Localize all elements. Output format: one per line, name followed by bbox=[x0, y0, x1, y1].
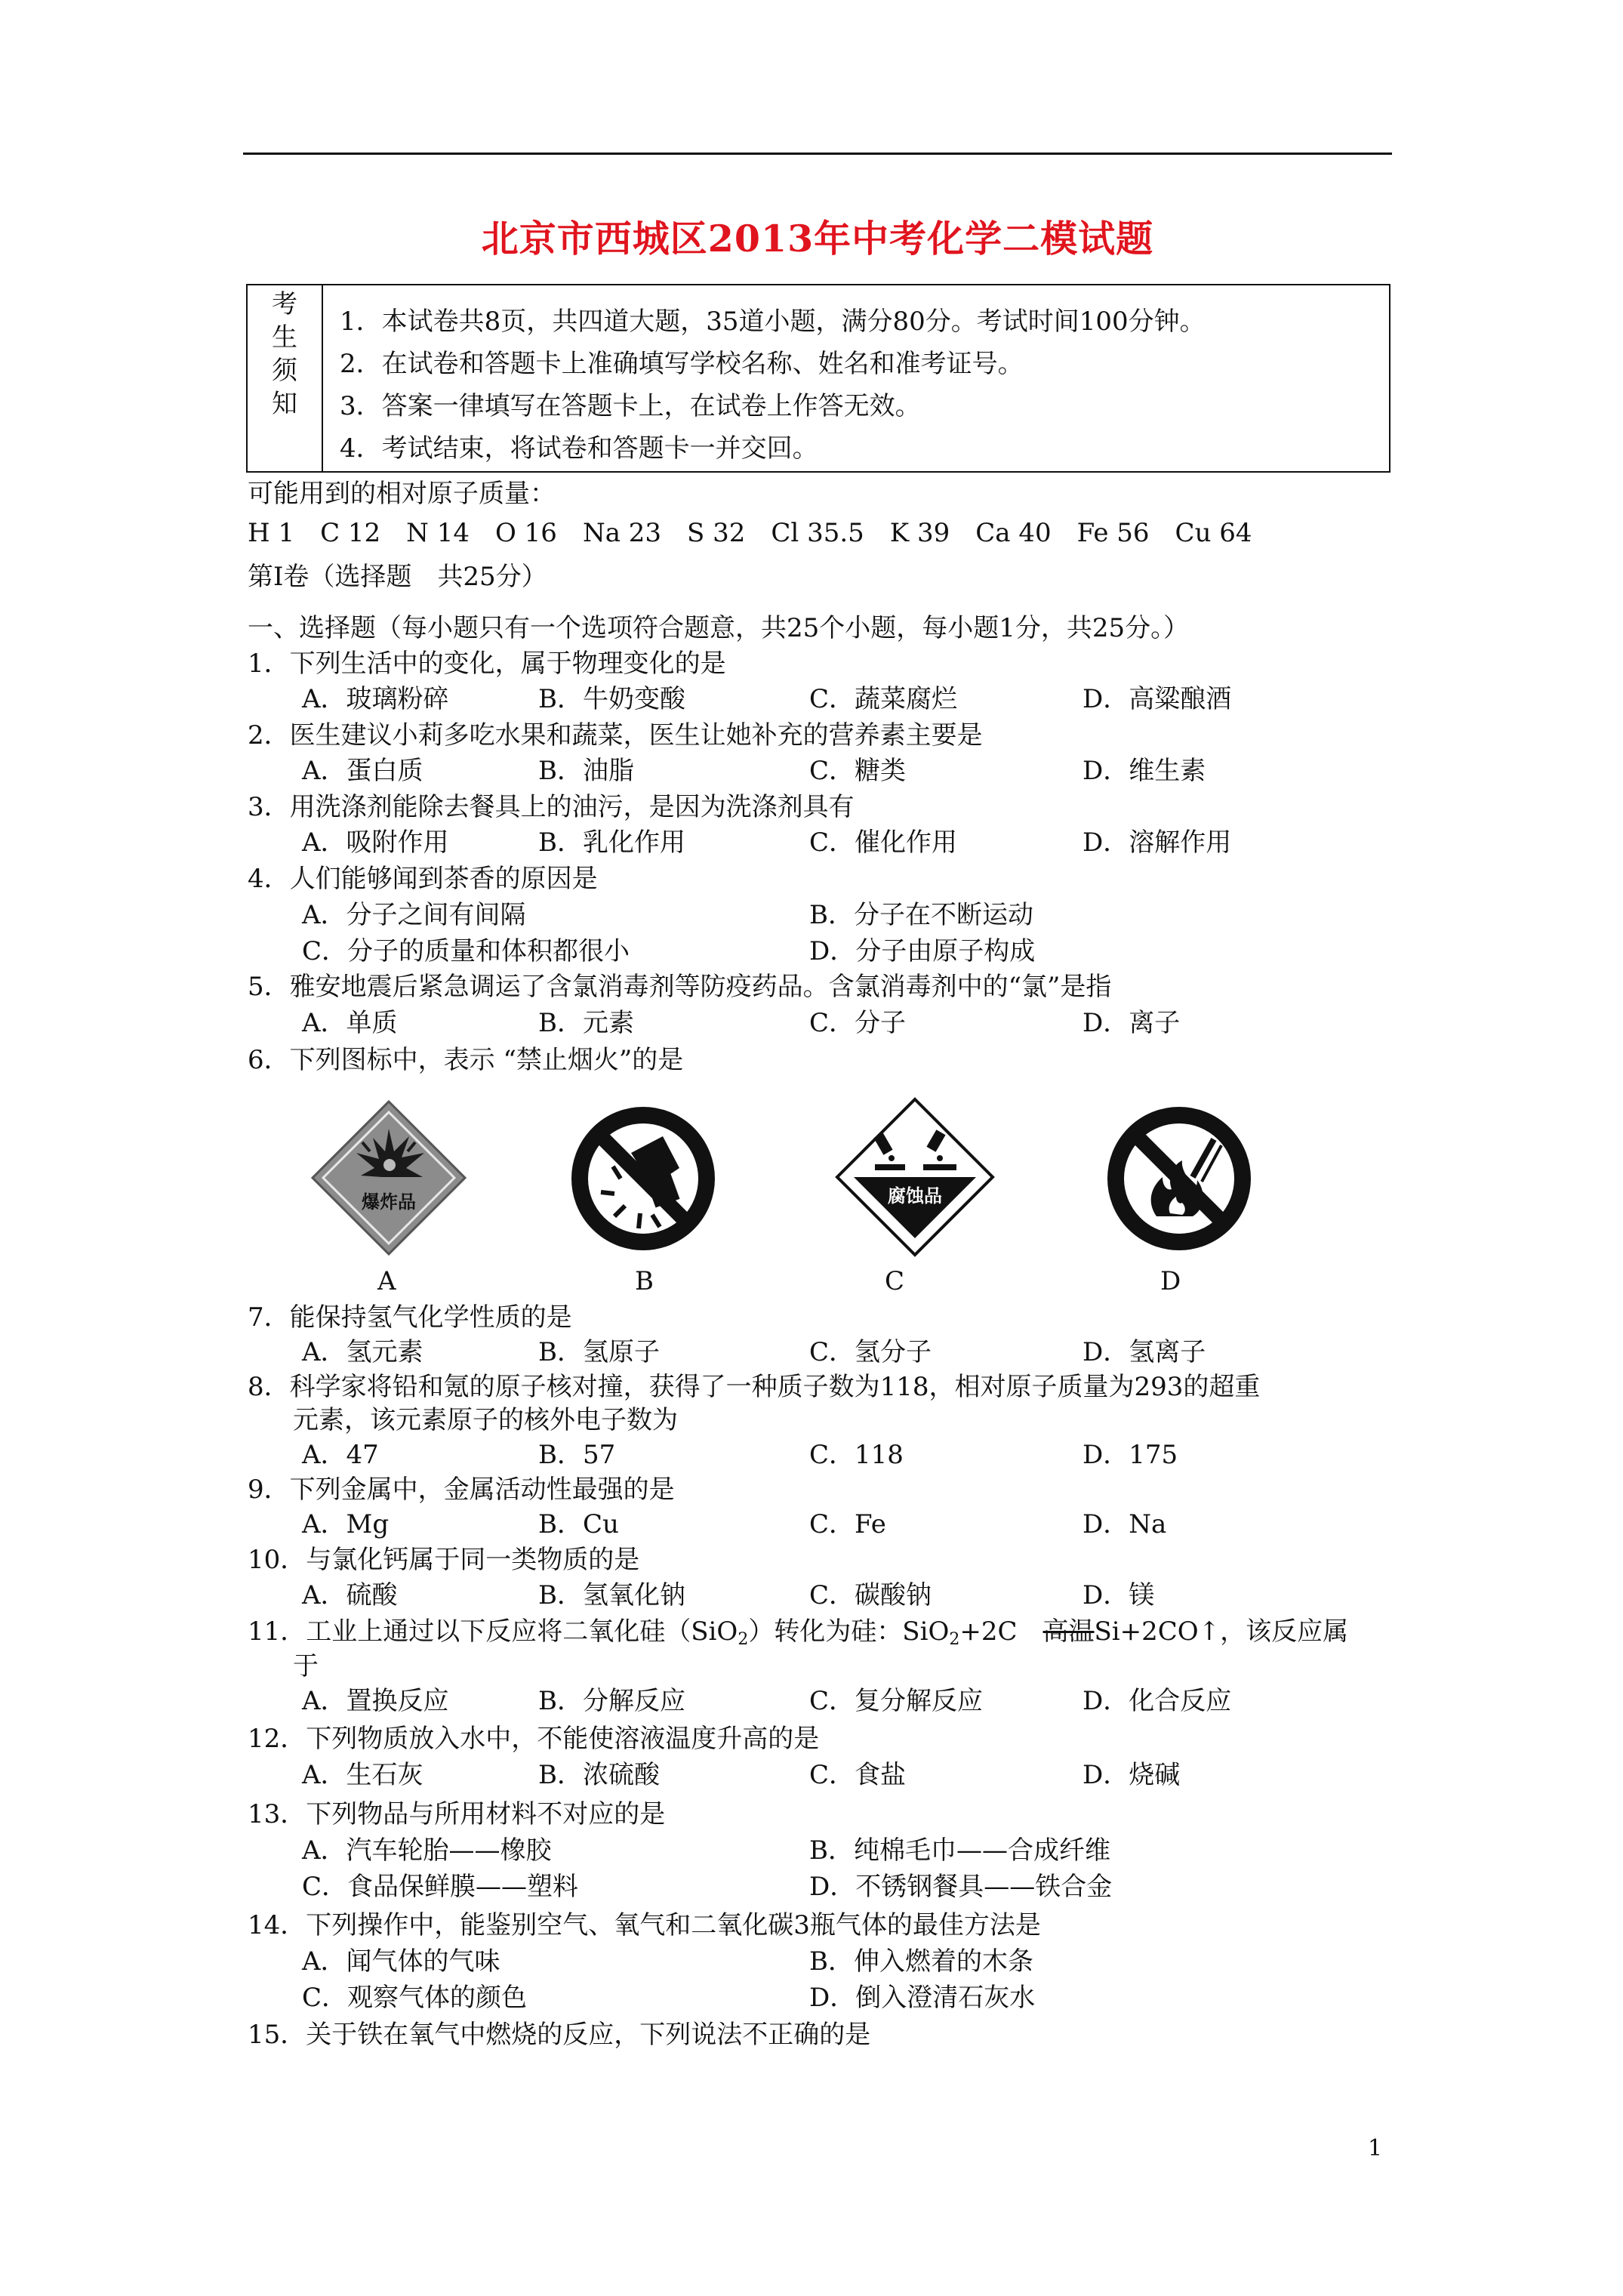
subscript-2: 2 bbox=[949, 1630, 960, 1649]
option-b: B．油脂 bbox=[538, 756, 634, 786]
option-b: B．纯棉毛巾——合成纤维 bbox=[809, 1835, 1110, 1866]
sign-label-a: A bbox=[377, 1266, 396, 1296]
option-d: D．烧碱 bbox=[1083, 1760, 1181, 1790]
option-b: B．分解反应 bbox=[538, 1686, 685, 1716]
option-b: B．Cu bbox=[538, 1509, 619, 1539]
part-title: 一、选择题（每小题只有一个选项符合题意，共25个小题，每小题1分，共25分。） bbox=[248, 613, 1190, 643]
option-d: D．175 bbox=[1083, 1440, 1178, 1470]
option-c: C．糖类 bbox=[809, 756, 907, 786]
explosive-sign-icon bbox=[310, 1099, 468, 1257]
notice-item: 2．在试卷和答题卡上准确填写学校名称、姓名和准考证号。 bbox=[340, 349, 1024, 379]
option-b: B．牛奶变酸 bbox=[538, 684, 685, 714]
option-c: C．分子的质量和体积都很小 bbox=[302, 936, 630, 966]
option-c: C．碳酸钠 bbox=[809, 1580, 932, 1610]
option-d: D．镁 bbox=[1083, 1580, 1155, 1610]
option-a: A．蛋白质 bbox=[302, 756, 423, 786]
option-d: D．溶解作用 bbox=[1083, 827, 1232, 858]
notice-item: 3．答案一律填写在答题卡上，在试卷上作答无效。 bbox=[340, 391, 921, 421]
sign-label-d: D bbox=[1160, 1266, 1181, 1296]
question-stem-cont: 于 bbox=[293, 1651, 319, 1681]
option-b: B．元素 bbox=[538, 1008, 634, 1038]
q11-stem-part: ）转化为硅：SiO bbox=[748, 1616, 950, 1647]
option-a: A．硫酸 bbox=[302, 1580, 398, 1610]
option-a: A．Mg bbox=[302, 1509, 390, 1539]
option-a: A．氢元素 bbox=[302, 1337, 423, 1367]
notice-label-char: 考 bbox=[272, 289, 297, 319]
option-b: B．分子在不断运动 bbox=[809, 900, 1033, 930]
notice-items bbox=[323, 285, 1389, 471]
sign-label-c: C bbox=[885, 1266, 905, 1296]
option-d: D．氢离子 bbox=[1083, 1337, 1206, 1367]
option-d: D．高粱酿酒 bbox=[1083, 684, 1232, 714]
option-a: A．闻气体的气味 bbox=[302, 1946, 500, 1977]
option-c: C．Fe bbox=[809, 1509, 886, 1539]
question-stem: 3．用洗涤剂能除去餐具上的油污，是因为洗涤剂具有 bbox=[248, 792, 855, 822]
option-c: C．分子 bbox=[809, 1008, 907, 1038]
option-a: A．47 bbox=[302, 1440, 379, 1470]
sign-c-label: 腐蚀品 bbox=[888, 1185, 942, 1207]
sign-a-label: 爆炸品 bbox=[362, 1191, 416, 1213]
question-stem: 15．关于铁在氧气中燃烧的反应，下列说法不正确的是 bbox=[248, 2020, 871, 2050]
option-c: C．蔬菜腐烂 bbox=[809, 684, 958, 714]
option-c: C．催化作用 bbox=[809, 827, 958, 858]
question-stem: 1．下列生活中的变化，属于物理变化的是 bbox=[248, 649, 726, 679]
notice-box bbox=[246, 284, 1390, 473]
option-b: B．氢氧化钠 bbox=[538, 1580, 685, 1610]
notice-label-char: 知 bbox=[272, 389, 297, 419]
option-b: B．浓硫酸 bbox=[538, 1760, 660, 1790]
option-c: C．118 bbox=[809, 1440, 904, 1470]
corrosive-sign-icon bbox=[834, 1096, 996, 1258]
option-d: D．分子由原子构成 bbox=[809, 936, 1036, 966]
question-stem: 5．雅安地震后紧急调运了含氯消毒剂等防疫药品。含氯消毒剂中的“氯”是指 bbox=[248, 972, 1112, 1002]
option-d: D．Na bbox=[1083, 1509, 1167, 1539]
option-d: D．离子 bbox=[1083, 1008, 1181, 1038]
option-a: A．吸附作用 bbox=[302, 827, 449, 858]
sign-label-b: B bbox=[635, 1266, 654, 1296]
question-stem bbox=[248, 1614, 1348, 1657]
option-a: A．玻璃粉碎 bbox=[302, 684, 449, 714]
question-stem: 7．能保持氢气化学性质的是 bbox=[248, 1302, 572, 1333]
question-stem: 4．人们能够闻到茶香的原因是 bbox=[248, 864, 598, 894]
option-a: A．生石灰 bbox=[302, 1760, 423, 1790]
option-d: D．不锈钢餐具——铁合金 bbox=[809, 1872, 1113, 1902]
option-a: A．单质 bbox=[302, 1008, 398, 1038]
exam-title: 北京市西城区2013年中考化学二模试题 bbox=[481, 217, 1154, 260]
question-stem: 8．科学家将铅和氪的原子核对撞，获得了一种质子数为118，相对原子质量为293的超重 bbox=[248, 1372, 1261, 1402]
question-stem: 13．下列物品与所用材料不对应的是 bbox=[248, 1799, 666, 1829]
question-stem: 9．下列金属中，金属活动性最强的是 bbox=[248, 1475, 675, 1505]
notice-label bbox=[248, 285, 323, 471]
page-number: 1 bbox=[1368, 2135, 1383, 2162]
option-c: C．食品保鲜膜——塑料 bbox=[302, 1872, 579, 1902]
option-c: C．复分解反应 bbox=[809, 1686, 984, 1716]
option-a: A．汽车轮胎——橡胶 bbox=[302, 1835, 552, 1866]
question-stem-cont: 元素，该元素原子的核外电子数为 bbox=[293, 1405, 678, 1435]
subscript-2: 2 bbox=[738, 1630, 749, 1649]
option-b: B．乳化作用 bbox=[538, 827, 685, 858]
q11-stem-part: +2C bbox=[959, 1616, 1043, 1647]
question-stem: 14．下列操作中，能鉴别空气、氧气和二氧化碳3瓶气体的最佳方法是 bbox=[248, 1910, 1041, 1940]
option-c: C．观察气体的颜色 bbox=[302, 1983, 528, 2013]
option-c: C．氢分子 bbox=[809, 1337, 932, 1367]
question-stem: 2．医生建议小莉多吃水果和蔬菜，医生让她补充的营养素主要是 bbox=[248, 720, 983, 750]
section-title: 第Ⅰ卷（选择题 共25分） bbox=[248, 562, 547, 592]
notice-label-char: 须 bbox=[272, 356, 297, 386]
notice-item: 4．考试结束，将试卷和答题卡一并交回。 bbox=[340, 433, 818, 464]
option-d: D．化合反应 bbox=[1083, 1686, 1232, 1716]
q11-stem-part: 11．工业上通过以下反应将二氧化硅（SiO bbox=[248, 1616, 738, 1647]
option-a: A．分子之间有间隔 bbox=[302, 900, 526, 930]
question-stem: 10．与氯化钙属于同一类物质的是 bbox=[248, 1545, 640, 1575]
option-b: B．57 bbox=[538, 1440, 616, 1470]
header-rule bbox=[243, 153, 1392, 155]
q11-stem-part: Si+2CO↑，该反应属 bbox=[1094, 1616, 1349, 1647]
option-b: B．氢原子 bbox=[538, 1337, 660, 1367]
no-explosives-sign-icon bbox=[568, 1103, 719, 1254]
option-d: D．维生素 bbox=[1083, 756, 1206, 786]
no-fire-sign-icon bbox=[1104, 1103, 1255, 1254]
option-d: D．倒入澄清石灰水 bbox=[809, 1983, 1036, 2013]
notice-label-char: 生 bbox=[272, 322, 297, 353]
reaction-condition: 高温 bbox=[1042, 1616, 1095, 1647]
option-b: B．伸入燃着的木条 bbox=[809, 1946, 1033, 1977]
notice-item: 1．本试卷共8页，共四道大题，35道小题，满分80分。考试时间100分钟。 bbox=[340, 307, 1206, 337]
atomic-mass-list: H 1 C 12 N 14 O 16 Na 23 S 32 Cl 35.5 K 39 Ca 40 Fe 56 Cu 64 bbox=[248, 518, 1252, 548]
option-a: A．置换反应 bbox=[302, 1686, 449, 1716]
question-stem: 12．下列物质放入水中，不能使溶液温度升高的是 bbox=[248, 1724, 820, 1754]
question-stem: 6．下列图标中，表示 “禁止烟火”的是 bbox=[248, 1045, 684, 1075]
option-c: C．食盐 bbox=[809, 1760, 907, 1790]
atomic-mass-title: 可能用到的相对原子质量： bbox=[248, 479, 556, 509]
